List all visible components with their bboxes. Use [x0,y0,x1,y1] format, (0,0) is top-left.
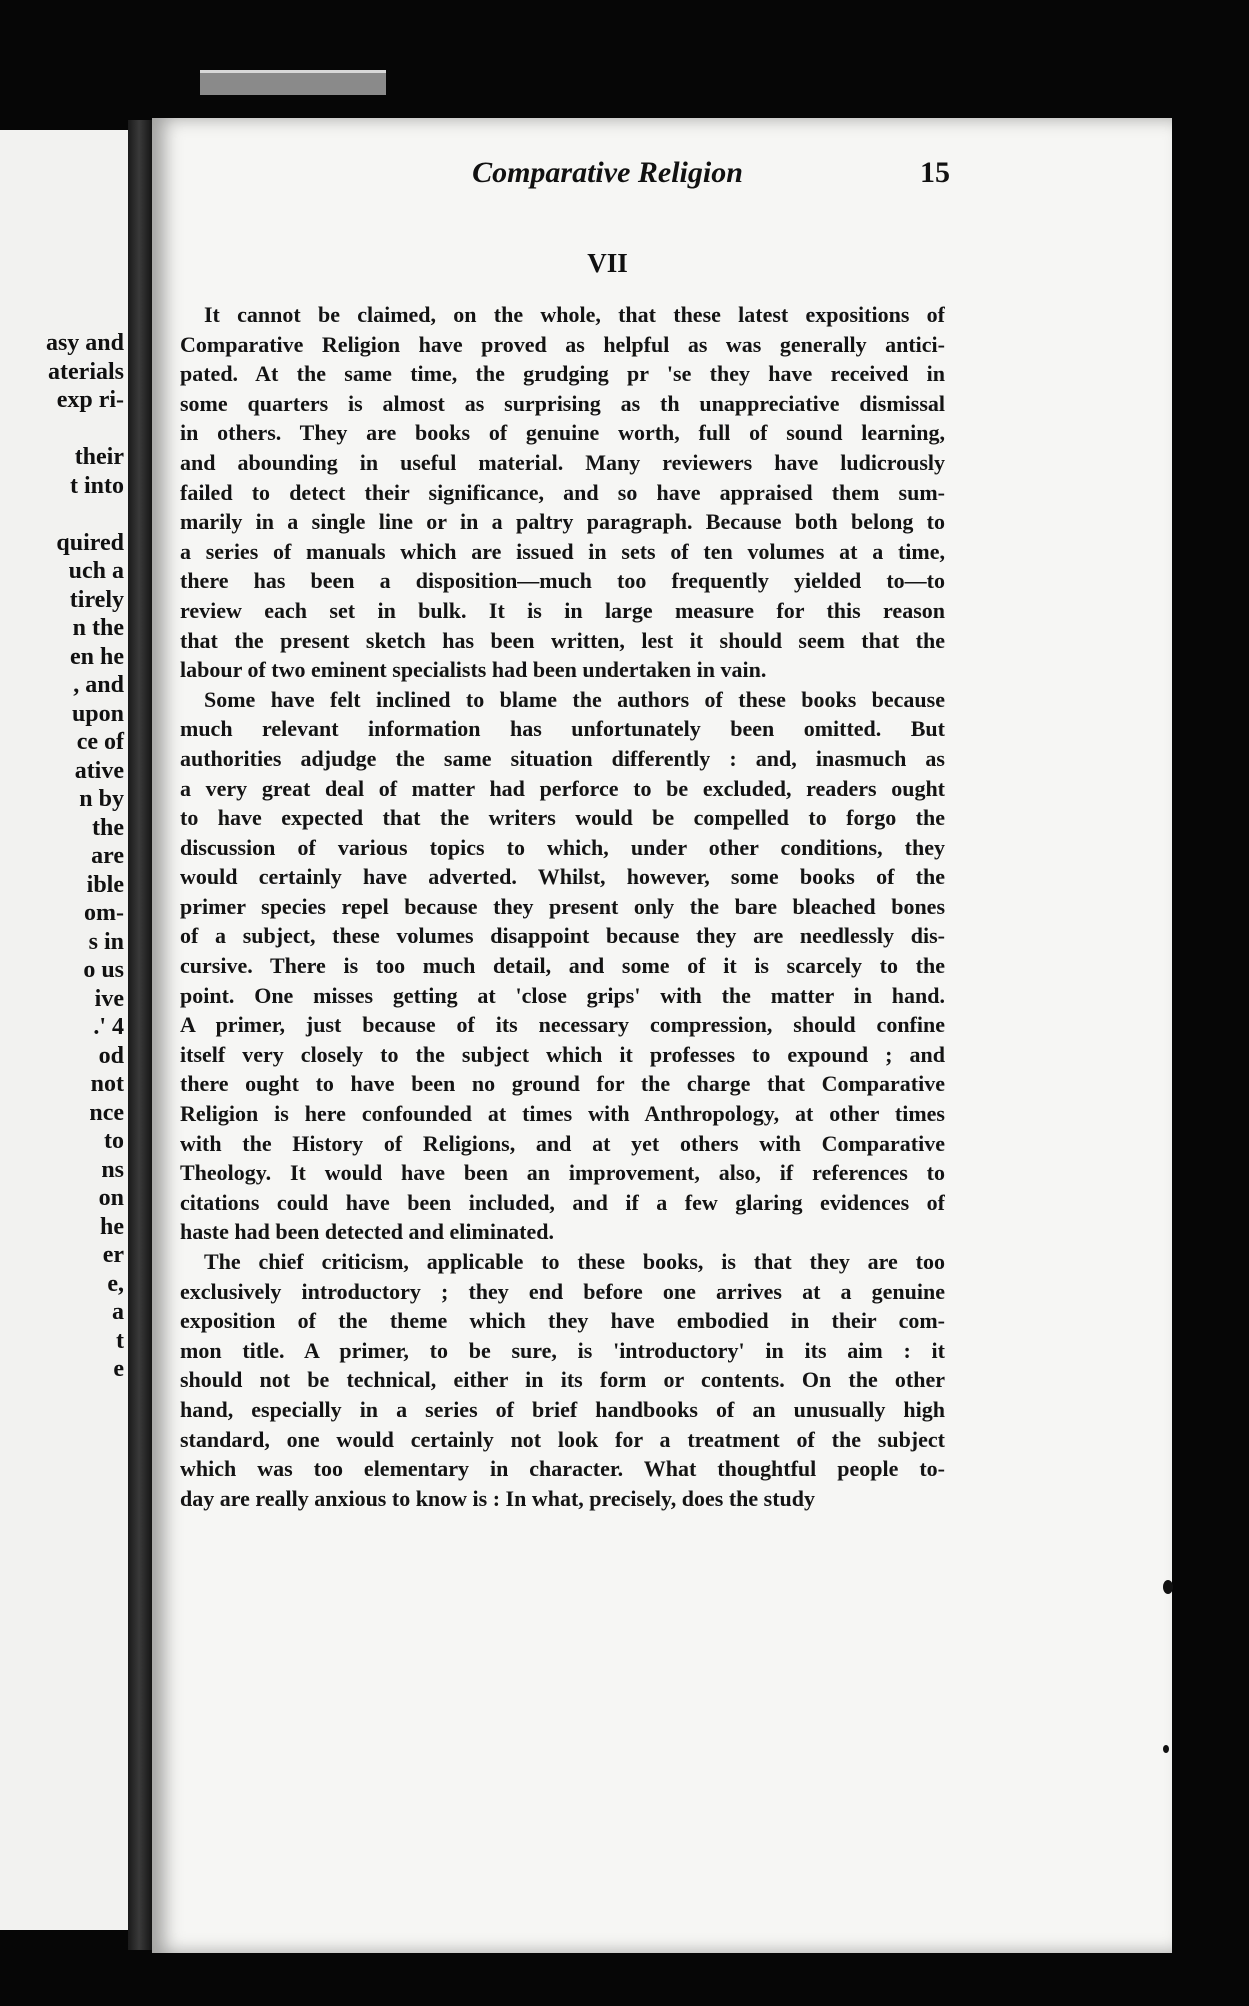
left-page-line: , and [73,672,124,698]
text-line: exclusively introductory ; they end before one arrives at a genuine [180,1278,945,1304]
text-line: Theology. It would have been an improvement, also, if references to [180,1160,945,1186]
text-line: Comparative Religion have proved as helpful as was generally antici- [180,331,945,357]
left-page-line: uch a [68,558,124,584]
text-line: point. One misses getting at 'close grips' with the matter in hand. [180,982,945,1008]
text-line: a very great deal of matter had perforce to be excluded, readers ought [180,775,945,801]
running-title: Comparative Religion [472,156,743,189]
text-line: of a subject, these volumes disappoint because they are needlessly dis- [180,923,945,949]
text-line: should not be technical, either in its form or contents. On the other [180,1367,945,1393]
margin-mark [1163,1580,1173,1594]
text-line: pated. At the same time, the grudging pr 'se they have received in [180,361,945,387]
text-line: labour of two eminent specialists had been undertaken in vain. [180,657,767,683]
left-page-line: ce of [76,729,124,755]
text-line: Religion is here confounded at times with Anthropology, at other times [180,1101,945,1127]
text-line: that the present sketch has been written, lest it should seem that the [180,627,945,653]
left-page-line: to [104,1128,124,1154]
text-line: It cannot be claimed, on the whole, that these latest expositions of [204,302,945,327]
running-head [265,156,950,196]
text-line: review each set in bulk. It is in large measure for this reason [180,597,945,623]
text-line: day are really anxious to know is : In what, precisely, does the study [180,1485,816,1511]
left-page-line: not [90,1071,124,1097]
left-page-line: n the [72,615,124,641]
left-page-line: od [98,1042,124,1069]
text-line: in others. They are books of genuine worth, full of sound learning, [180,420,945,446]
left-page-line: t into [70,472,124,499]
body-text [180,300,945,1513]
left-page-line: he [100,1213,124,1240]
text-line: discussion of various topics to which, under other conditions, they [180,834,945,860]
left-page-fragment [0,130,130,1930]
text-line: to have expected that the writers would be compelled to forgo the [180,805,945,831]
left-page-line: s in [88,928,124,955]
left-page-line: ns [101,1156,124,1183]
left-page-line: om- [84,900,124,926]
margin-mark [1163,1745,1169,1753]
text-line: A primer, just because of its necessary compression, should confine [180,1012,945,1038]
left-page-line: ative [74,757,124,784]
text-line: itself very closely to the subject which it professes to expound ; and [180,1041,945,1067]
text-line: standard, one would certainly not look for a treatment of the subject [180,1426,945,1452]
left-page-line: a [112,1299,124,1325]
text-line: primer species repel because they present only the bare bleached bones [180,893,945,919]
text-line: much relevant information has unfortunately been omitted. But [180,716,945,742]
left-page-line: exp ri- [56,387,124,413]
text-line: citations could have been included, and if a few glaring evidences of [180,1189,945,1215]
text-line: and abounding in useful material. Many reviewers have ludicrously [180,449,945,475]
left-page-line: the [92,814,124,841]
left-page-line: on [98,1185,124,1211]
left-page-line: e, [107,1270,124,1297]
left-page-line: their [74,444,124,470]
section-heading: VII [587,248,628,278]
left-page-line: tirely [69,586,124,613]
text-line: some quarters is almost as surprising as th unappreciative dismissal [180,390,945,416]
left-page-line: ible [86,871,124,898]
text-line: exposition of the theme which they have embodied in their com- [180,1308,945,1334]
page-number: 15 [920,156,950,189]
text-line: there has been a disposition—much too frequently yielded to—to [180,568,945,594]
text-line: haste had been detected and eliminated. [180,1219,554,1245]
left-page-line: o us [83,957,124,983]
left-page-line: t [116,1327,124,1354]
text-line: marily in a single line or in a paltry paragraph. Because both belong to [180,509,945,535]
left-page-line: e [113,1356,124,1382]
text-line: with the History of Religions, and at yet others with Comparative [180,1130,945,1156]
text-line: authorities adjudge the same situation differently : and, inasmuch as [180,745,945,771]
left-page-line: .' 4 [93,1014,124,1040]
left-page-line: quired [56,529,124,556]
text-line: failed to detect their significance, and so have appraised them sum- [180,479,945,505]
left-page-line: n by [79,786,124,812]
text-line: would certainly have adverted. Whilst, however, some books of the [180,864,945,890]
left-page-line: upon [71,700,124,727]
left-page-line: asy and [45,330,124,356]
text-line: there ought to have been no ground for the charge that Comparative [180,1071,945,1097]
text-line: a series of manuals which are issued in sets of ten volumes at a time, [180,538,945,564]
text-line: Some have felt inclined to blame the authors of these books because [204,686,945,712]
text-line: hand, especially in a series of brief handbooks of an unusually high [180,1396,945,1422]
scan-tab-label [200,70,386,95]
text-line: which was too elementary in character. What thoughtful people to- [180,1456,945,1482]
text-line: mon title. A primer, to be sure, is 'introductory' in its aim : it [180,1337,945,1363]
left-page-line: are [91,843,124,869]
left-page-line: er [102,1242,124,1268]
left-page-line: en he [70,643,124,670]
left-page-line: aterials [48,358,124,385]
left-page-line: nce [89,1099,124,1126]
text-line: cursive. There is too much detail, and some of it is scarcely to the [180,953,945,979]
left-page-line: ive [94,985,124,1012]
text-line: The chief criticism, applicable to these books, is that they are too [204,1249,945,1274]
